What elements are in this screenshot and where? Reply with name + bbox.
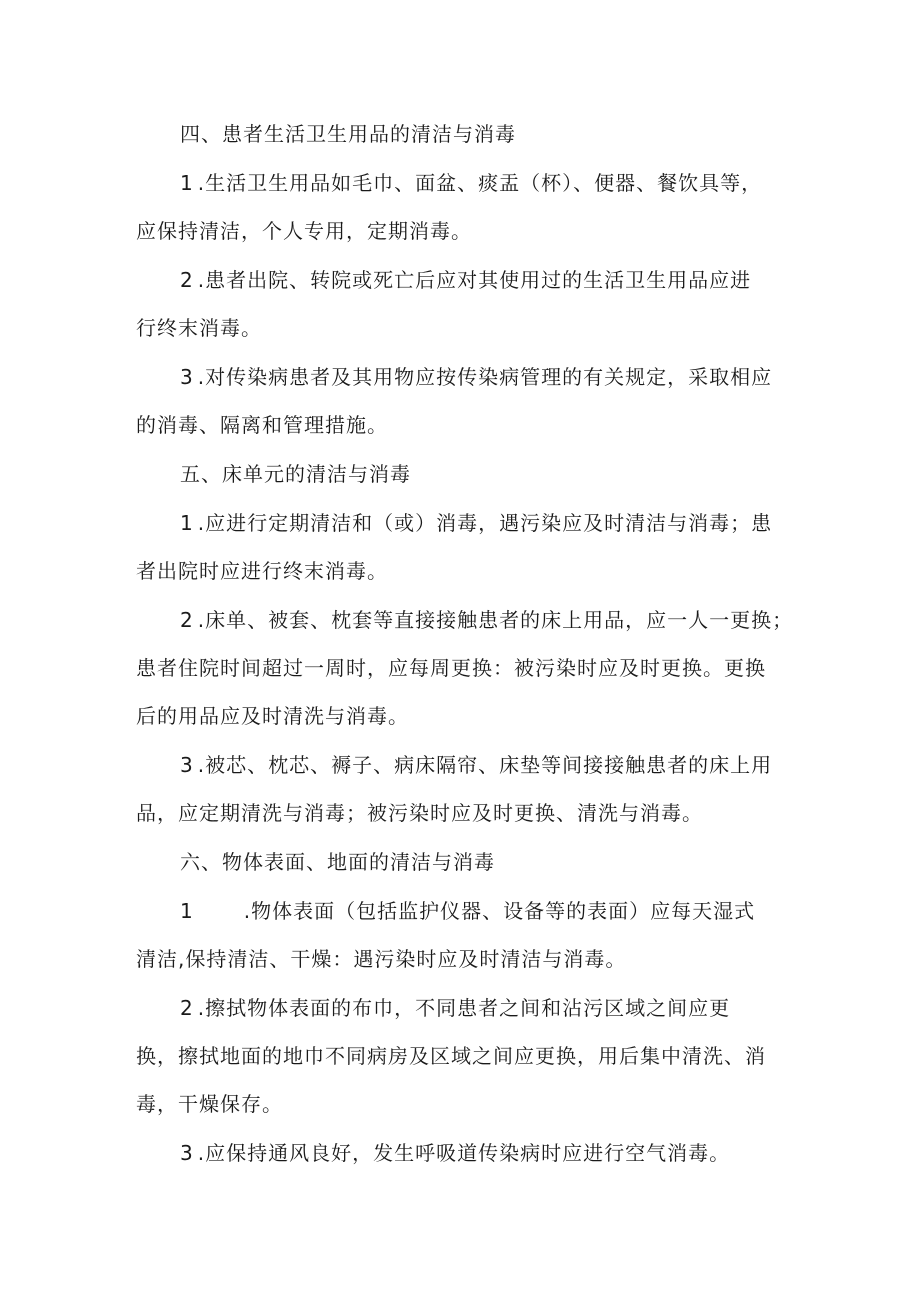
paragraph-line: 患者住院时间超过一周时，应每周更换：被污染时应及时更换。更换: [136, 656, 766, 680]
paragraph-text: .应进行定期清洁和（或）消毒，遇污染应及时清洁与消毒；患: [197, 511, 773, 535]
item-number: 1: [180, 171, 194, 195]
item-number: 3: [180, 753, 194, 777]
paragraph-line: [136, 1129, 788, 1177]
paragraph-line: 品，应定期清洗与消毒；被污染时应及时更换、清洗与消毒。: [136, 801, 703, 825]
paragraph-text: .物体表面（包括监护仪器、设备等的表面）应每天湿式: [243, 899, 756, 923]
paragraph-line: [136, 887, 788, 935]
paragraph: [136, 887, 788, 983]
paragraph-line: [136, 256, 788, 304]
item-number: 3: [180, 1141, 194, 1165]
item-number: 2: [180, 996, 194, 1020]
paragraph-text: .被芯、枕芯、褥子、病床隔帘、床垫等间接接触患者的床上用: [197, 753, 773, 777]
paragraph-text: .擦拭物体表面的布巾，不同患者之间和沾污区域之间应更: [197, 996, 731, 1020]
paragraph-line: [136, 741, 788, 789]
paragraph-line: 换，擦拭地面的地巾不同病房及区域之间应更换，用后集中清洗、消: [136, 1044, 766, 1068]
paragraph: [136, 256, 788, 352]
paragraph: [136, 353, 788, 449]
paragraph: [136, 984, 788, 1128]
paragraph-line: 者出院时应进行终末消毒。: [136, 559, 388, 583]
paragraph-line: [136, 353, 788, 401]
paragraph-line: 清洁,保持清洁、干燥：遇污染时应及时清洁与消毒。: [136, 947, 627, 971]
paragraph-line: 后的用品应及时清洗与消毒。: [136, 704, 409, 728]
paragraph-line: 行终末消毒。: [136, 316, 262, 340]
item-number: 3: [180, 365, 194, 389]
paragraph-line: 应保持清洁，个人专用，定期消毒。: [136, 219, 472, 243]
item-number: 2: [180, 268, 194, 292]
paragraph-line: [136, 984, 788, 1032]
paragraph-line: 毒，干燥保存。: [136, 1092, 283, 1116]
paragraph-line: [136, 596, 794, 644]
item-number: 2: [180, 608, 194, 632]
paragraph: [136, 596, 794, 740]
section-heading: 五、床单元的清洁与消毒: [180, 462, 411, 486]
paragraph-line: [136, 159, 788, 207]
document-page: [136, 110, 794, 1178]
paragraph-text: .生活卫生用品如毛巾、面盆、痰盂（杯）、便器、餐饮具等，: [197, 171, 763, 195]
paragraph: [136, 499, 788, 595]
section-heading: 六、物体表面、地面的清洁与消毒: [180, 850, 495, 874]
paragraph-text: .患者出院、转院或死亡后应对其使用过的生活卫生用品应进: [197, 268, 752, 292]
item-number: 1: [180, 899, 194, 923]
section-heading: 四、患者生活卫生用品的清洁与消毒: [180, 122, 516, 146]
paragraph-text: .对传染病患者及其用物应按传染病管理的有关规定，采取相应: [197, 365, 773, 389]
paragraph-line: 的消毒、隔离和管理措施。: [136, 413, 388, 437]
item-number: 1: [180, 511, 194, 535]
paragraph-text: .应保持通风良好，发生呼吸道传染病时应进行空气消毒。: [197, 1141, 731, 1165]
paragraph: [136, 1129, 788, 1177]
paragraph-text: .床单、被套、枕套等直接接触患者的床上用品，应一人一更换；: [197, 608, 794, 632]
paragraph: [136, 741, 788, 837]
paragraph: [136, 159, 788, 255]
paragraph-line: [136, 499, 788, 547]
